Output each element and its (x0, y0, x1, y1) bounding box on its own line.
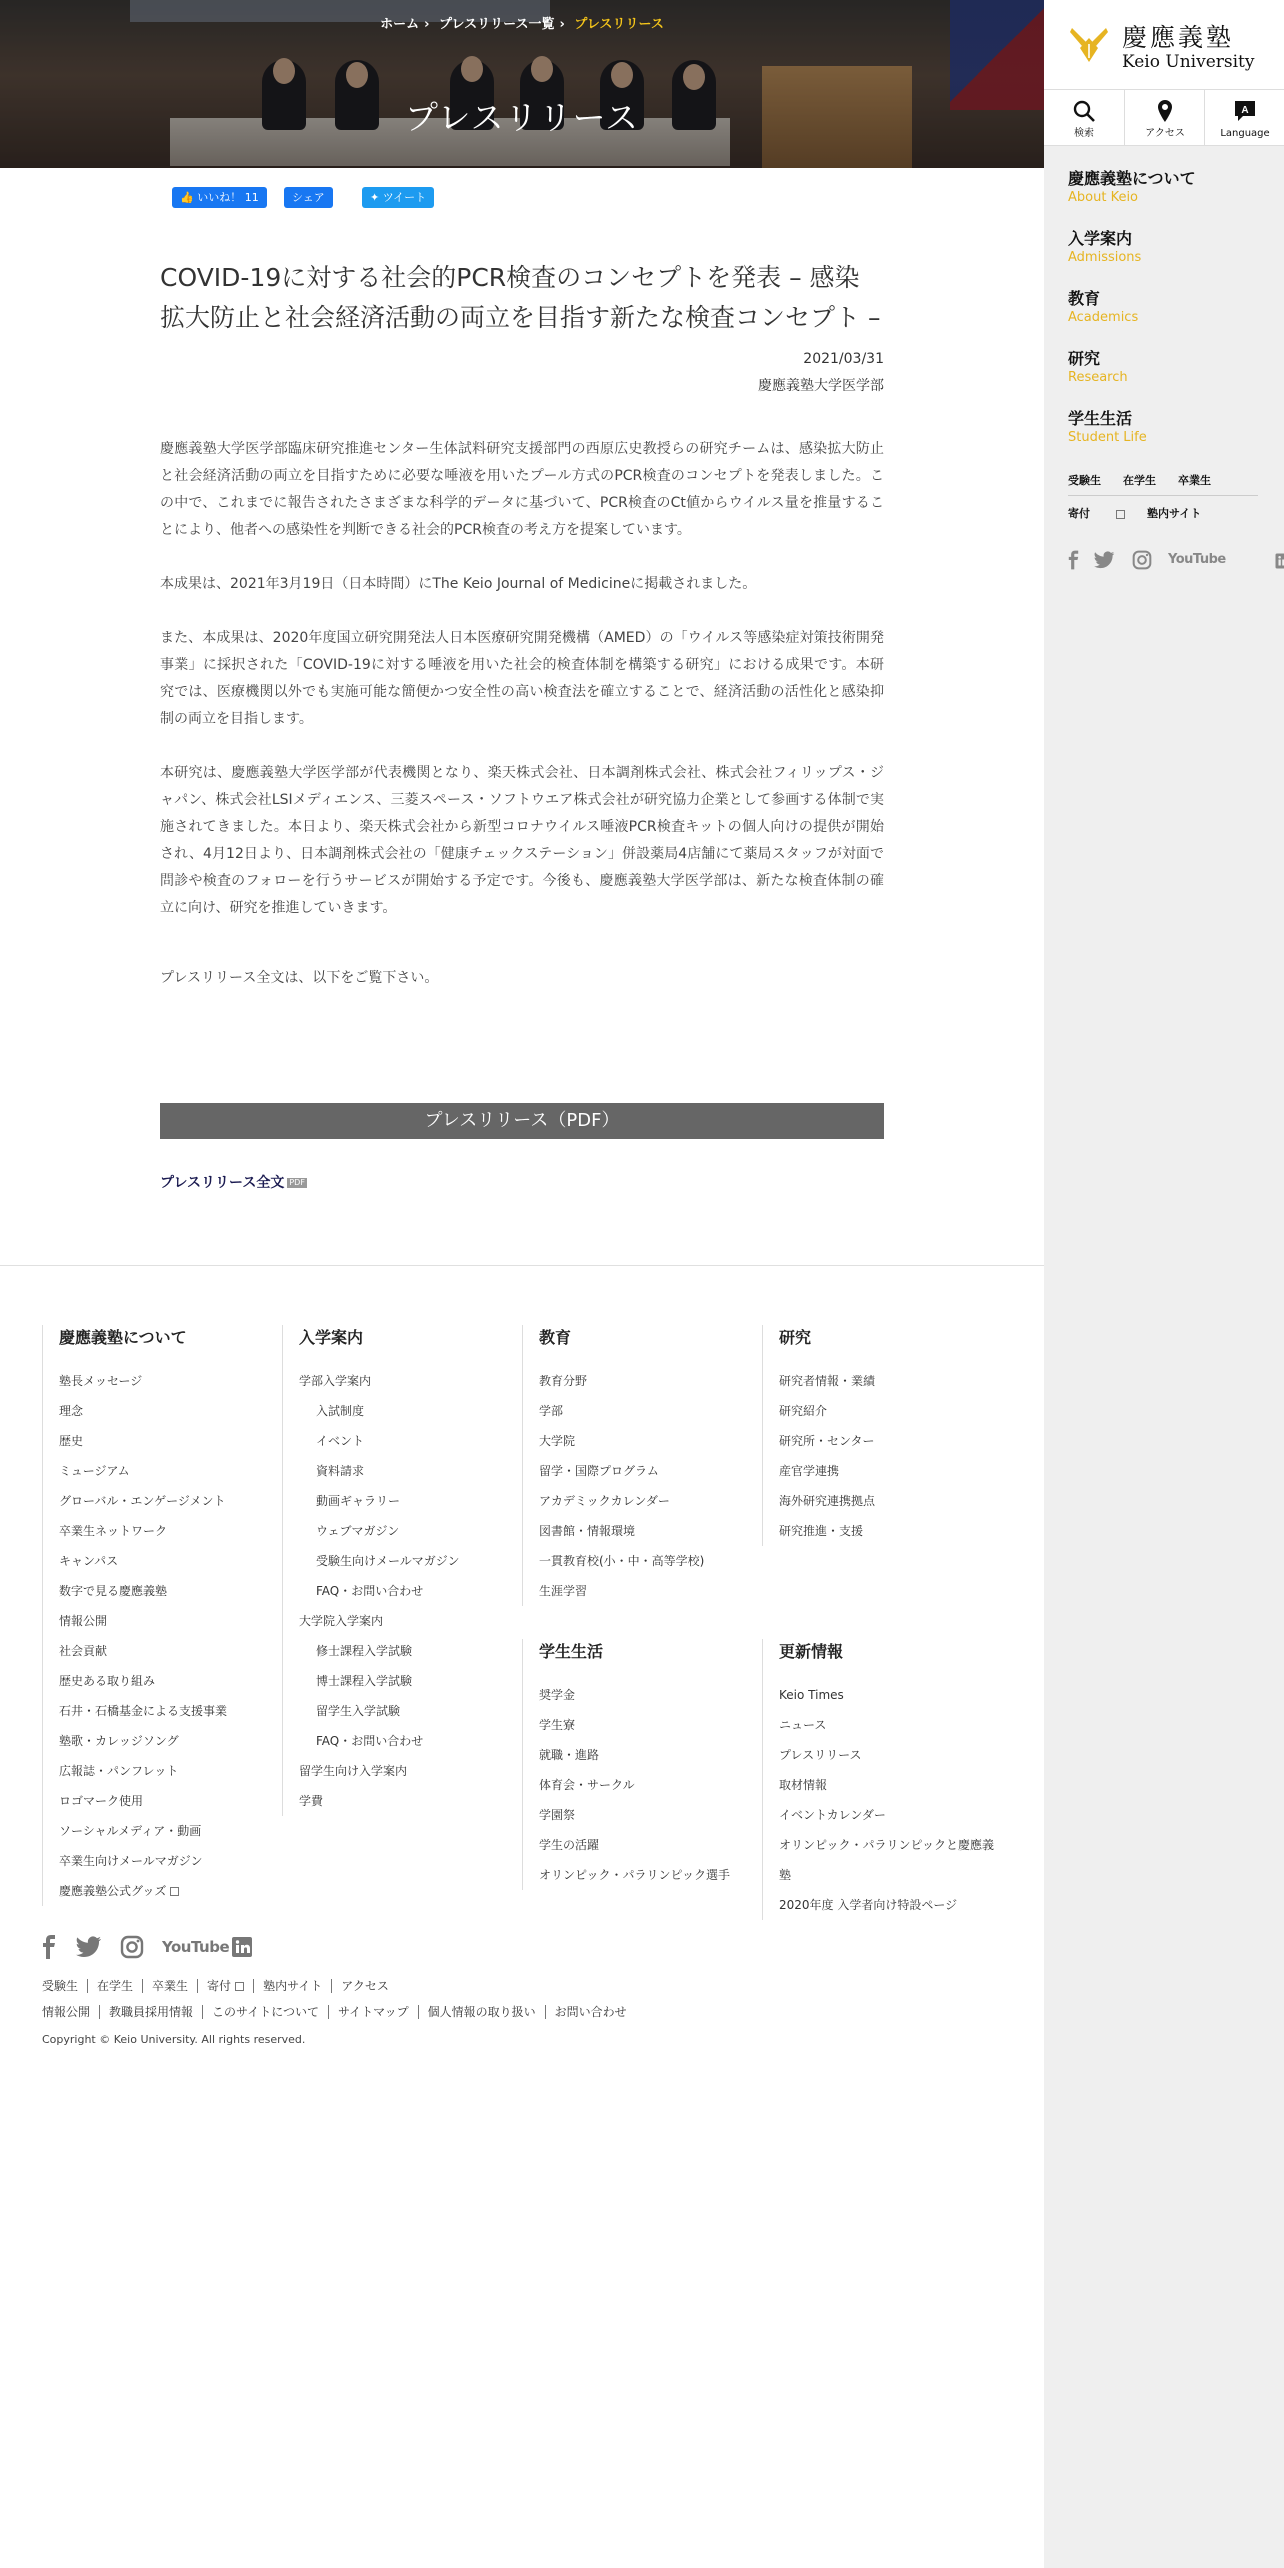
footer-link[interactable] (779, 1396, 1002, 1426)
sidebar-item-label: 教育 (1068, 289, 1101, 308)
article-paragraph: 慶應義塾大学医学部臨床研究推進センター生体試料研究支援部門の西原広史教授らの研究チームは、感染拡大防止と社会経済活動の両立を目指すために必要な唾液を用いたプール方式のPCR検査のコンセプトを発表しました。この中で、これまでに報告されたさまざまな科学的データに基づいて、PCR検査のCt値からウイルス量を推量することにより、他者への感染性を判断できる社会的PCR検査の考え方を提案しています。 (160, 441, 884, 538)
footer-link[interactable] (539, 1740, 762, 1770)
footer-link-label: 数字で見る慶應義塾 (59, 1584, 168, 1598)
footer-heading[interactable]: 入学案内 (299, 1328, 364, 1347)
tweet-button[interactable] (362, 187, 434, 208)
facebook-like-button[interactable] (172, 187, 267, 208)
footer-link-list (539, 1366, 762, 1606)
sidebar-link-alumni[interactable]: 卒業生 (1178, 474, 1211, 487)
footer-link-label: 社会貢献 (59, 1644, 108, 1658)
footer-link-label: 学生の活躍 (539, 1838, 600, 1852)
footer-link-label: 卒業生向けメールマガジン (59, 1854, 203, 1868)
footer-link-label: 教育分野 (539, 1374, 588, 1388)
press-release-pdf-link[interactable] (160, 1172, 307, 1192)
facebook-share-button[interactable]: シェア (284, 187, 333, 208)
footer-link[interactable] (299, 1426, 522, 1456)
footer-link[interactable] (59, 1426, 282, 1456)
footer-link-label: 資料請求 (316, 1464, 365, 1478)
footer-link-label: 海外研究連携拠点 (779, 1494, 876, 1508)
footer-link[interactable]: このサイトについて (202, 2005, 328, 2019)
facebook-icon[interactable] (1068, 548, 1079, 572)
footer-col-about (42, 1325, 282, 1906)
footer-link[interactable] (59, 1366, 282, 1396)
sidebar-item-sublabel: Student Life (1068, 430, 1147, 445)
footer-link-label: 研究者情報・業績 (779, 1374, 876, 1388)
sidebar-divider (1068, 495, 1258, 496)
footer-link-label: 動画ギャラリー (316, 1494, 401, 1508)
footer-link[interactable] (539, 1830, 762, 1860)
footer-link-label: 体育会・サークル (539, 1778, 635, 1792)
footer-link[interactable] (299, 1576, 522, 1606)
footer-link[interactable]: 塾内サイト (253, 1979, 331, 1993)
sidebar (1044, 0, 1284, 2568)
footer-link-label: 研究紹介 (779, 1404, 828, 1418)
footer-link-label: オリンピック・パラリンピック選手 (539, 1868, 731, 1882)
footer-link[interactable] (779, 1800, 1002, 1830)
pdf-icon: PDF (289, 1178, 305, 1187)
article-note: プレスリリース全文は、以下をご覧下さい。 (160, 970, 439, 986)
footer-link-label: 学生寮 (539, 1718, 576, 1732)
footer-link[interactable] (299, 1546, 522, 1576)
sidebar-item-sublabel: About Keio (1068, 190, 1139, 205)
keio-pen-logo-icon (1068, 22, 1110, 64)
footer-heading[interactable]: 研究 (779, 1328, 812, 1347)
footer-links-row-2 (42, 2005, 636, 2019)
footer-link[interactable]: 教職員採用情報 (99, 2005, 202, 2019)
footer-link-label: FAQ・お問い合わせ (316, 1584, 424, 1598)
instagram-icon[interactable] (120, 1935, 144, 1959)
footer-link[interactable] (539, 1710, 762, 1740)
footer-col-student-life (522, 1639, 762, 1890)
footer-link-label: 情報公開 (59, 1614, 108, 1628)
sidebar-item-label: 研究 (1068, 349, 1101, 368)
logo-english: Keio University (1122, 52, 1255, 72)
svg-text:A: A (1241, 105, 1249, 116)
footer-link[interactable] (539, 1800, 762, 1830)
footer-link[interactable] (539, 1770, 762, 1800)
article (160, 258, 884, 987)
footer-link-label: 研究推進・支援 (779, 1524, 864, 1538)
footer-link-label: 取材情報 (779, 1778, 828, 1792)
footer-link[interactable] (299, 1696, 522, 1726)
footer-link[interactable]: 受験生 (42, 1979, 79, 1993)
footer-link[interactable] (59, 1876, 282, 1906)
youtube-icon[interactable]: YouTube (162, 1938, 230, 1956)
footer-link-list (779, 1680, 1002, 1920)
sidebar-item-academics[interactable] (1068, 286, 1268, 346)
footer-link-label: 修士課程入学試験 (316, 1644, 413, 1658)
footer-heading[interactable]: 学生生活 (539, 1642, 604, 1661)
footer-link-label: 学園祭 (539, 1808, 576, 1822)
footer-link[interactable] (779, 1426, 1002, 1456)
footer-link-label: プレスリリース (779, 1748, 862, 1762)
footer-link[interactable] (779, 1680, 1002, 1710)
footer-link[interactable] (539, 1546, 762, 1576)
footer-link-label: 塾歌・カレッジソング (59, 1734, 179, 1748)
access-label: アクセス (1145, 128, 1185, 139)
footer-link[interactable] (59, 1666, 282, 1696)
footer-link-label: 塾長メッセージ (59, 1374, 143, 1388)
sidebar-link-internal[interactable]: 塾内サイト (1147, 507, 1202, 520)
footer-link[interactable] (59, 1396, 282, 1426)
sidebar-other-links (1068, 505, 1258, 521)
footer-link[interactable] (539, 1426, 762, 1456)
sidebar-item-about[interactable] (1068, 166, 1268, 226)
sidebar-nav (1068, 166, 1268, 466)
breadcrumb-press-list[interactable]: プレスリリース一覧 (439, 17, 555, 32)
footer-link-label: 石井・石橋基金による支援事業 (59, 1704, 228, 1718)
sidebar-link-label: 寄付 (1068, 507, 1090, 520)
logo-kanji: 慶應義塾 (1122, 23, 1235, 52)
footer-link-label: 大学院 (539, 1434, 576, 1448)
footer-link[interactable] (539, 1680, 762, 1710)
article-paragraph: 本研究は、慶應義塾大学医学部が代表機関となり、楽天株式会社、日本調剤株式会社、株式会社フィリップス・ジャパン、株式会社LSIメディエンス、三菱スペース・ソフトウエア株式会社が研究協力企業として参画する体制で実施されてきました。本日より、楽天株式会社から新型コロナウイルス唾液PCR検査キットの個人向けの提供が開始され、4月12日より、日本調剤株式会社の「健康チェックステーション」併設薬局4店舗にて薬局スタッフが対面で問診や検査のフォローを行うサービスが開始する予定です。今後も、慶應義塾大学医学部は、新たな検査体制の確立に向け、研究を推進していきます。 (160, 765, 884, 916)
footer-link[interactable] (779, 1366, 1002, 1396)
breadcrumb: ホーム › プレスリリース一覧 › プレスリリース (0, 13, 1044, 32)
footer-link[interactable] (299, 1726, 522, 1756)
article-title: COVID-19に対する社会的PCR検査のコンセプトを発表 – 感染拡大防止と社会経済活動の両立を目指す新たな検査コンセプト – (160, 263, 881, 332)
footer-link-list (539, 1680, 762, 1890)
footer-link-label: 歴史ある取り組み (59, 1674, 156, 1688)
footer-link[interactable] (539, 1366, 762, 1396)
external-link-icon (1116, 510, 1125, 519)
footer-link-label: 留学生向け入学案内 (299, 1764, 408, 1778)
footer-link[interactable] (539, 1860, 762, 1890)
footer-heading[interactable]: 更新情報 (779, 1642, 844, 1661)
footer-link[interactable] (59, 1846, 282, 1876)
sidebar-item-sublabel: Academics (1068, 310, 1139, 325)
sidebar-audience-links (1068, 472, 1258, 488)
twitter-icon[interactable] (1094, 548, 1115, 572)
breadcrumb-current: プレスリリース (574, 17, 664, 32)
footer-link[interactable] (539, 1456, 762, 1486)
search-label: 検索 (1074, 128, 1094, 139)
youtube-icon[interactable]: YouTube (1168, 552, 1226, 567)
footer-link[interactable] (59, 1636, 282, 1666)
footer-link[interactable] (299, 1666, 522, 1696)
tweet-label: ツイート (382, 191, 427, 204)
footer-col-updates (762, 1639, 1002, 1920)
instagram-icon[interactable] (1132, 548, 1152, 572)
footer-divider (0, 1265, 1044, 1266)
footer-link-label: イベントカレンダー (779, 1808, 886, 1822)
footer-link-label: 奨学金 (539, 1688, 576, 1702)
footer-link[interactable] (299, 1606, 522, 1636)
footer-link[interactable] (779, 1890, 1002, 1920)
footer-link[interactable] (59, 1786, 282, 1816)
footer-link[interactable] (299, 1366, 522, 1396)
sidebar-item-admissions[interactable] (1068, 226, 1268, 286)
footer-link-list (59, 1366, 282, 1906)
footer-link-label: 受験生向けメールマガジン (316, 1554, 460, 1568)
footer-link[interactable] (59, 1486, 282, 1516)
footer-col-academics (522, 1325, 762, 1606)
sidebar-item-sublabel: Admissions (1068, 250, 1142, 265)
footer-link-label: オリンピック・パラリンピックと慶應義塾 (779, 1838, 995, 1882)
footer-heading[interactable]: 教育 (539, 1328, 572, 1347)
sidebar-link-students[interactable]: 在学生 (1123, 474, 1156, 487)
footer-link-label: 留学・国際プログラム (539, 1464, 659, 1478)
footer-link-label: 理念 (59, 1404, 84, 1418)
footer-link-label: 産官学連携 (779, 1464, 840, 1478)
footer-link[interactable]: お問い合わせ (545, 2005, 636, 2019)
footer-link-label: 2020年度 入学者向け特設ページ (779, 1898, 958, 1912)
footer-link[interactable] (59, 1816, 282, 1846)
footer-link[interactable] (299, 1396, 522, 1426)
sidebar-item-label: 入学案内 (1068, 229, 1133, 248)
linkedin-icon[interactable] (1274, 549, 1284, 573)
footer-link-label: ソーシャルメディア・動画 (59, 1824, 202, 1838)
footer-link[interactable] (59, 1696, 282, 1726)
page-title: プレスリリース (404, 98, 640, 137)
footer-link[interactable] (779, 1770, 1002, 1800)
footer-link-label: FAQ・お問い合わせ (316, 1734, 424, 1748)
footer-link-label: 慶應義塾公式グッズ (59, 1884, 167, 1898)
footer-link[interactable]: 卒業生 (142, 1979, 197, 1993)
footer-link[interactable] (539, 1396, 762, 1426)
footer-link[interactable] (59, 1726, 282, 1756)
footer-link-label: 卒業生ネットワーク (59, 1524, 168, 1538)
language-button[interactable] (1204, 90, 1284, 146)
footer-link-label: アカデミックカレンダー (539, 1494, 670, 1508)
twitter-icon[interactable] (76, 1935, 102, 1959)
footer-link-list (299, 1366, 522, 1816)
site-logo[interactable] (1044, 0, 1284, 90)
footer-link-label: 大学院入学案内 (299, 1614, 384, 1628)
sidebar-tools (1044, 90, 1284, 146)
footer-link-label: 博士課程入学試験 (316, 1674, 413, 1688)
footer-link-label: 入試制度 (316, 1404, 365, 1418)
footer-link[interactable] (299, 1636, 522, 1666)
article-body (160, 436, 884, 922)
footer-link-label: 生涯学習 (539, 1584, 588, 1598)
search-button[interactable] (1044, 90, 1124, 146)
footer-link[interactable] (779, 1740, 1002, 1770)
footer-link-label: イベント (316, 1434, 365, 1448)
footer-link-label: Keio Times (779, 1688, 844, 1702)
footer-link[interactable] (299, 1786, 522, 1816)
footer-link-label: 図書館・情報環境 (539, 1524, 636, 1538)
footer-heading[interactable]: 慶應義塾について (59, 1328, 187, 1347)
footer-link[interactable] (59, 1546, 282, 1576)
article-paragraph: 本成果は、2021年3月19日（日本時間）にThe Keio Journal of Medicineに掲載されました。 (160, 576, 757, 592)
footer-link[interactable]: 在学生 (87, 1979, 142, 1993)
sidebar-link-applicants[interactable]: 受験生 (1068, 474, 1101, 487)
footer-link[interactable]: サイトマップ (328, 2005, 418, 2019)
external-link-icon (235, 1982, 244, 1991)
footer-link[interactable] (59, 1516, 282, 1546)
footer-link-label: ニュース (779, 1718, 827, 1732)
footer-link-label: 就職・進路 (539, 1748, 600, 1762)
footer-link-label: ミュージアム (59, 1464, 130, 1478)
footer-link-label: ロゴマーク使用 (59, 1794, 144, 1808)
footer-link[interactable] (779, 1710, 1002, 1740)
footer-link[interactable] (299, 1516, 522, 1546)
footer-link-label: 研究所・センター (779, 1434, 875, 1448)
press-release-pdf-heading: プレスリリース（PDF） (160, 1103, 884, 1139)
article-department: 慶應義塾大学医学部 (758, 378, 884, 394)
footer-link[interactable] (539, 1516, 762, 1546)
footer-link-label: 学部 (539, 1404, 564, 1418)
sidebar-link-donate[interactable] (1068, 505, 1125, 521)
sidebar-item-student-life[interactable] (1068, 406, 1268, 466)
footer-link-label: キャンパス (59, 1554, 119, 1568)
footer-link[interactable] (59, 1456, 282, 1486)
linkedin-icon[interactable] (230, 1935, 254, 1959)
access-button[interactable] (1124, 90, 1204, 146)
footer-link-list (779, 1366, 1002, 1546)
external-link-icon (170, 1887, 179, 1896)
search-icon (1072, 99, 1096, 123)
footer-link-label: 寄付 (207, 1979, 232, 1993)
sidebar-item-label: 学生生活 (1068, 409, 1133, 428)
twitter-bird-icon: ✦ (370, 191, 380, 204)
sidebar-item-sublabel: Research (1068, 370, 1128, 385)
footer-link[interactable] (59, 1576, 282, 1606)
footer-link[interactable]: 個人情報の取り扱い (418, 2005, 545, 2019)
footer-link-donate[interactable] (197, 1979, 253, 1993)
footer-col-research (762, 1325, 1002, 1546)
sidebar-item-label: 慶應義塾について (1068, 169, 1196, 188)
facebook-icon[interactable] (42, 1935, 56, 1959)
article-meta (160, 346, 884, 400)
footer-link[interactable] (779, 1486, 1002, 1516)
article-paragraph: また、本成果は、2020年度国立研究開発法人日本医療研究開発機構（AMED）の「ウイルス等感染症対策技術開発事業」に採択された「COVID-19に対する唾液を用いた社会的検査体制を構築する研究」における成果です。本研究では、医療機関以外でも実施可能な簡便かつ安全性の高い検査法を確立することで、経済活動の活性化と感染抑制の両立を目指します。 (160, 630, 884, 727)
language-label: Language (1220, 128, 1270, 139)
pdf-link-label: プレスリリース全文 (160, 1175, 285, 1191)
map-pin-icon (1153, 99, 1177, 123)
footer-link[interactable] (59, 1606, 282, 1636)
footer-links-row-1 (42, 1979, 398, 1993)
footer-link-label: 広報誌・パンフレット (59, 1764, 179, 1778)
footer-link[interactable] (779, 1830, 1002, 1890)
hero-banner (0, 0, 1044, 168)
language-icon (1233, 99, 1257, 123)
footer-link-label: 学部入学案内 (299, 1374, 372, 1388)
footer-link[interactable] (779, 1516, 1002, 1546)
footer-link-label: ウェブマガジン (316, 1524, 400, 1538)
footer-link[interactable]: アクセス (331, 1979, 398, 1993)
footer-link[interactable] (539, 1576, 762, 1606)
footer-link-label: 留学生入学試験 (316, 1704, 401, 1718)
footer-link-label: 一貫教育校(小・中・高等学校) (539, 1554, 705, 1568)
like-label: いいね！ 11 (197, 191, 259, 204)
footer-link[interactable]: 情報公開 (42, 2005, 91, 2019)
footer-link-label: 学費 (299, 1794, 324, 1808)
footer-link[interactable] (539, 1486, 762, 1516)
footer-link[interactable] (299, 1456, 522, 1486)
copyright: Copyright © Keio University. All rights reserved. (42, 2033, 306, 2046)
article-date: 2021/03/31 (803, 351, 884, 367)
footer-link[interactable] (299, 1756, 522, 1786)
footer-link-label: グローバル・エンゲージメント (59, 1494, 226, 1508)
footer-link[interactable] (299, 1486, 522, 1516)
breadcrumb-home[interactable]: ホーム (380, 17, 420, 32)
footer-link-label: 歴史 (59, 1434, 84, 1448)
footer-link[interactable] (59, 1756, 282, 1786)
sidebar-item-research[interactable] (1068, 346, 1268, 406)
footer-link[interactable] (779, 1456, 1002, 1486)
thumbs-up-icon: 👍 (180, 191, 194, 204)
footer-col-admissions (282, 1325, 522, 1816)
